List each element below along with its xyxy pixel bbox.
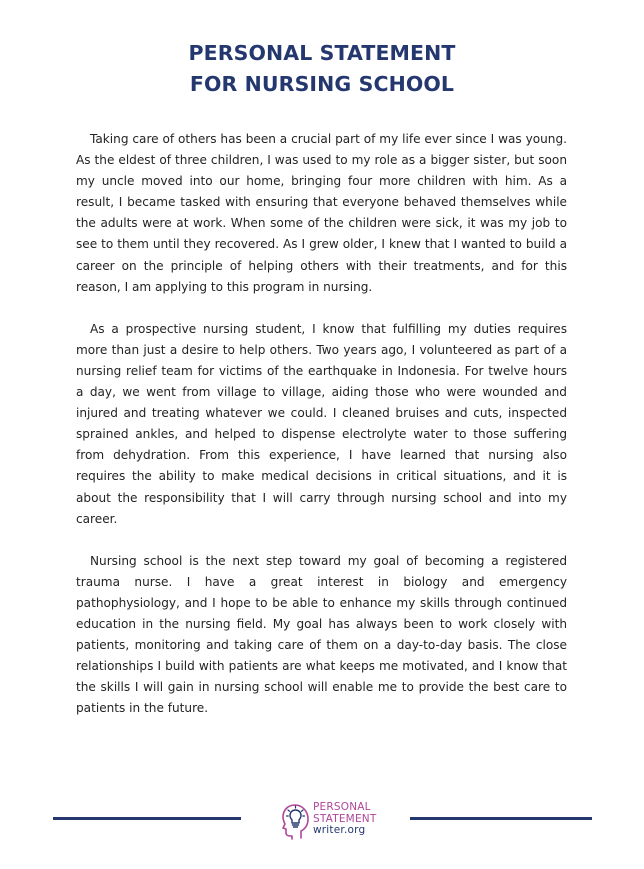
paragraph-3: Nursing school is the next step toward my goal of becoming a registered trauma nurse. I have a great interest in biology and emergency pathophysiology, and I hope to be able to enhance my skills through continued education in the nursing field. My goal has always been to work closely with patients, monitoring and taking care of them on a day-to-day basis. The close relationships I build with patients are what keeps me motivated, and I know that the skills I will gain in nursing school will enable me to provide the best care to patients in the future.	[76, 553, 567, 716]
logo-line-1: PERSONAL	[313, 801, 371, 813]
footer-divider-right	[410, 817, 592, 820]
head-lightbulb-icon	[281, 801, 311, 841]
logo-line-3: writer.org	[313, 824, 366, 836]
logo-line-2: STATEMENT	[313, 812, 377, 825]
logo-wordmark	[313, 802, 376, 837]
statement-body	[76, 129, 567, 740]
title-line-2: FOR NURSING SCHOOL	[189, 72, 455, 96]
footer-divider-left	[53, 817, 241, 820]
title-line-1: PERSONAL STATEMENT	[188, 41, 456, 65]
footer-logo	[281, 801, 391, 845]
page-title	[0, 38, 644, 100]
paragraph-1: Taking care of others has been a crucial part of my life ever since I was young. As the eldest of three children, I was used to my role as a bigger sister, but soon my uncle moved into our home, bringing four more children with him. As a result, I became tasked with ensuring that everyone behaved themselves while the adults were at work. When some of the children were sick, it was my job to see to them until they recovered. As I grew older, I knew that I wanted to build a career on the principle of helping others with their treatments, and for this reason, I am applying to this program in nursing.	[76, 132, 567, 294]
paragraph-2: As a prospective nursing student, I know that fulfilling my duties requires more than just a desire to help others. Two years ago, I volunteered as part of a nursing relief team for victims of the earthquake in Indonesia. For twelve hours a day, we went from village to village, aiding those who were wounded and injured and treating whatever we could. I cleaned bruises and cuts, inspected sprained ankles, and helped to dispense electrolyte water to those suffering from dehydration. From this experience, I have learned that nursing also requires the ability to make medical decisions in critical situations, and it is about the responsibility that I will carry through nursing school and into my career.	[76, 321, 567, 526]
